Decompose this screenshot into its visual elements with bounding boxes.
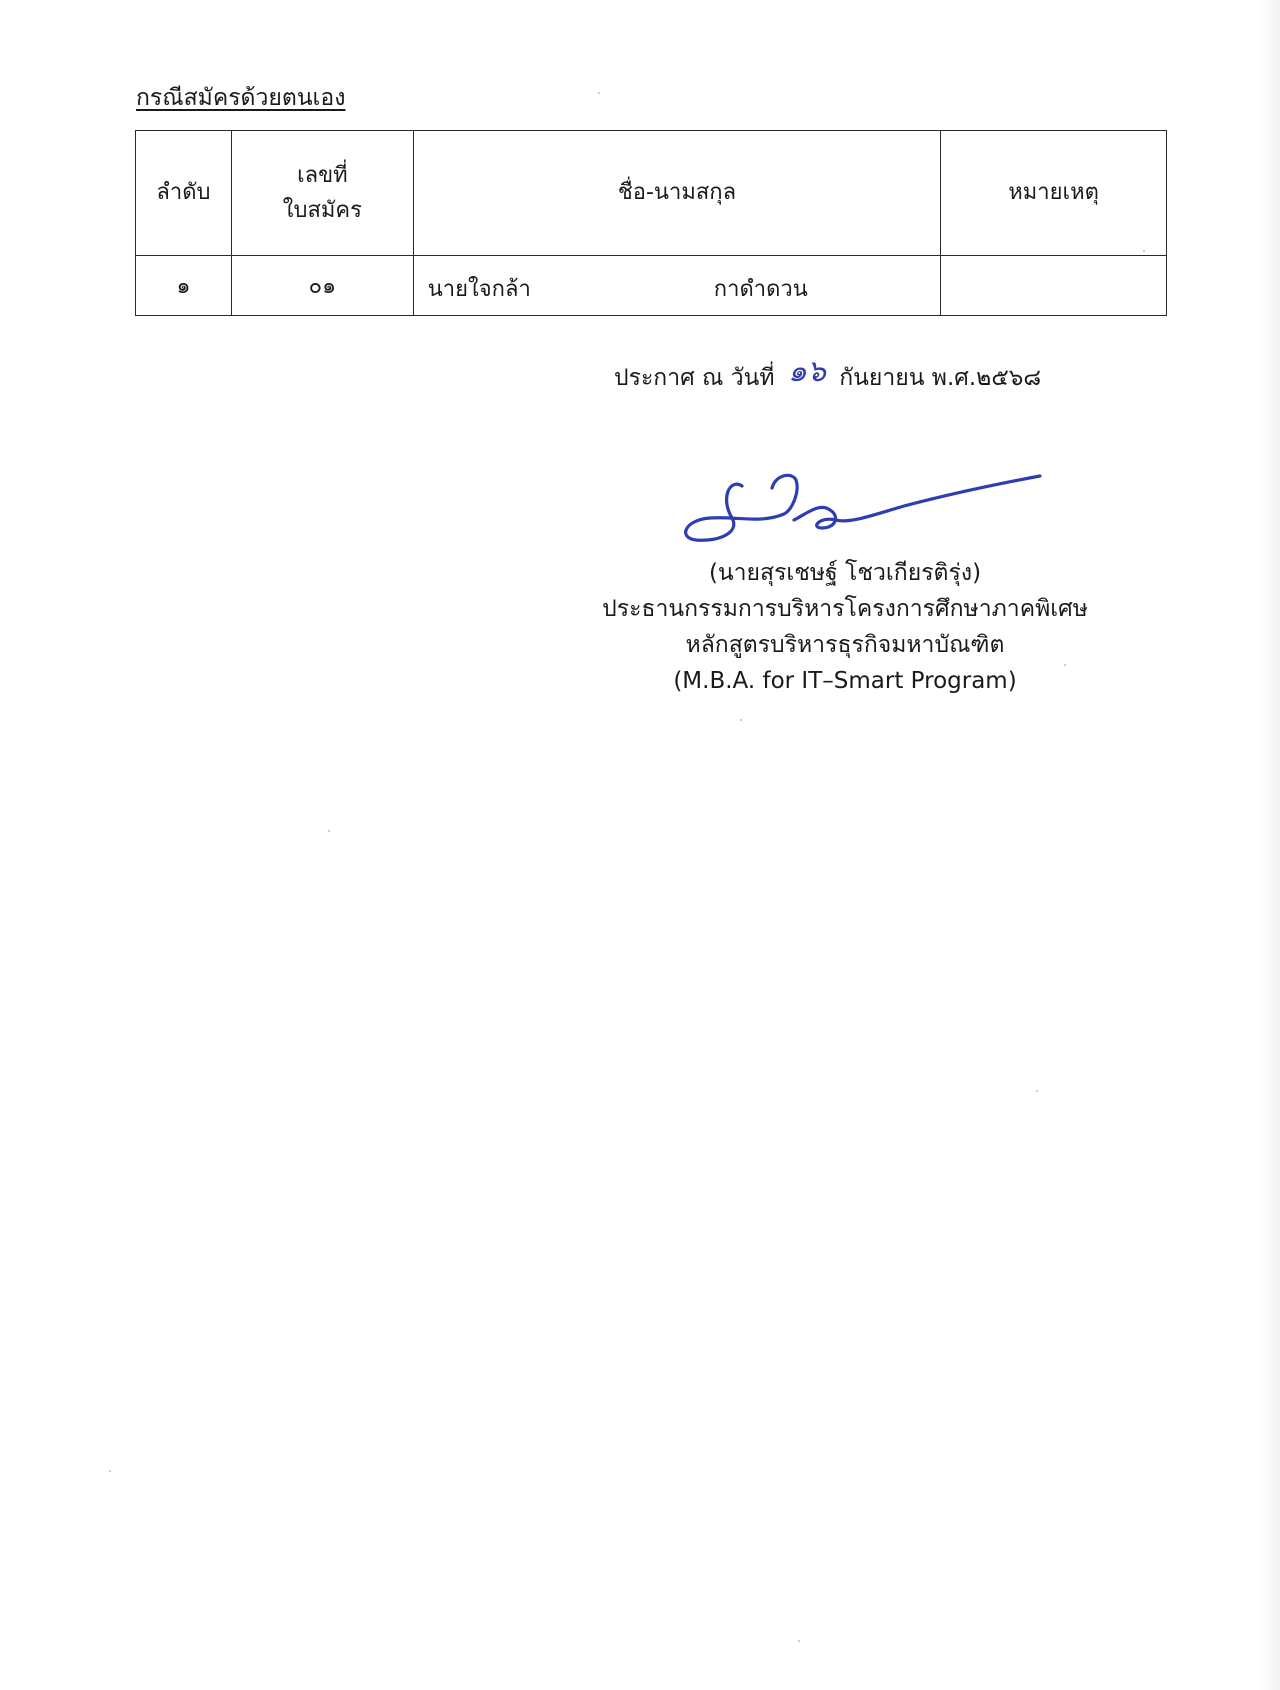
announcement-month-year: กันยายน พ.ศ.๒๕๖๘: [839, 365, 1042, 391]
announcement-day-handwritten: ๑๖: [787, 354, 826, 389]
table-header-row: [136, 131, 1167, 256]
header-application-no: [231, 131, 413, 256]
signer-program: หลักสูตรบริหารธุรกิจมหาบัณฑิต: [685, 632, 1005, 658]
scan-speck: [1143, 250, 1145, 252]
signature-icon: [680, 458, 1050, 558]
scan-speck: [740, 719, 742, 721]
row-application-no: ๐๑: [231, 256, 413, 316]
row-order: ๑: [136, 256, 232, 316]
announcement-prefix: ประกาศ ณ วันที่: [614, 365, 775, 391]
scan-speck: [328, 830, 330, 832]
applicant-table: [135, 130, 1167, 316]
scan-edge-shadow: [1256, 0, 1280, 1690]
scan-speck: [598, 92, 600, 94]
scan-speck: [1064, 664, 1066, 666]
signer-name: (นายสุรเชษฐ์ โชวเกียรติรุ่ง): [708, 560, 982, 586]
header-order: ลำดับ: [136, 131, 232, 256]
header-remark: หมายเหตุ: [941, 131, 1167, 256]
section-title: กรณีสมัครด้วยตนเอง: [136, 85, 346, 111]
signature-image: [680, 458, 1050, 558]
scan-speck: [109, 1470, 111, 1472]
signer-block: [560, 555, 1130, 699]
signer-program-en: (M.B.A. for IT–Smart Program): [673, 668, 1017, 694]
scan-speck: [798, 1640, 800, 1642]
row-remark: [941, 256, 1167, 316]
header-application-no-line2: ใบสมัคร: [282, 198, 362, 223]
header-full-name: ชื่อ-นามสกุล: [413, 131, 940, 256]
announcement-date: [614, 352, 1041, 399]
row-last-name: กาดำดวน: [713, 277, 808, 302]
signer-position: ประธานกรรมการบริหารโครงการศึกษาภาคพิเศษ: [602, 596, 1088, 622]
scan-speck: [1036, 1090, 1038, 1092]
table-row: [136, 256, 1167, 316]
header-application-no-line1: เลขที่: [297, 162, 348, 188]
row-first-name: นายใจกล้า: [427, 277, 531, 302]
row-full-name: [413, 256, 940, 316]
